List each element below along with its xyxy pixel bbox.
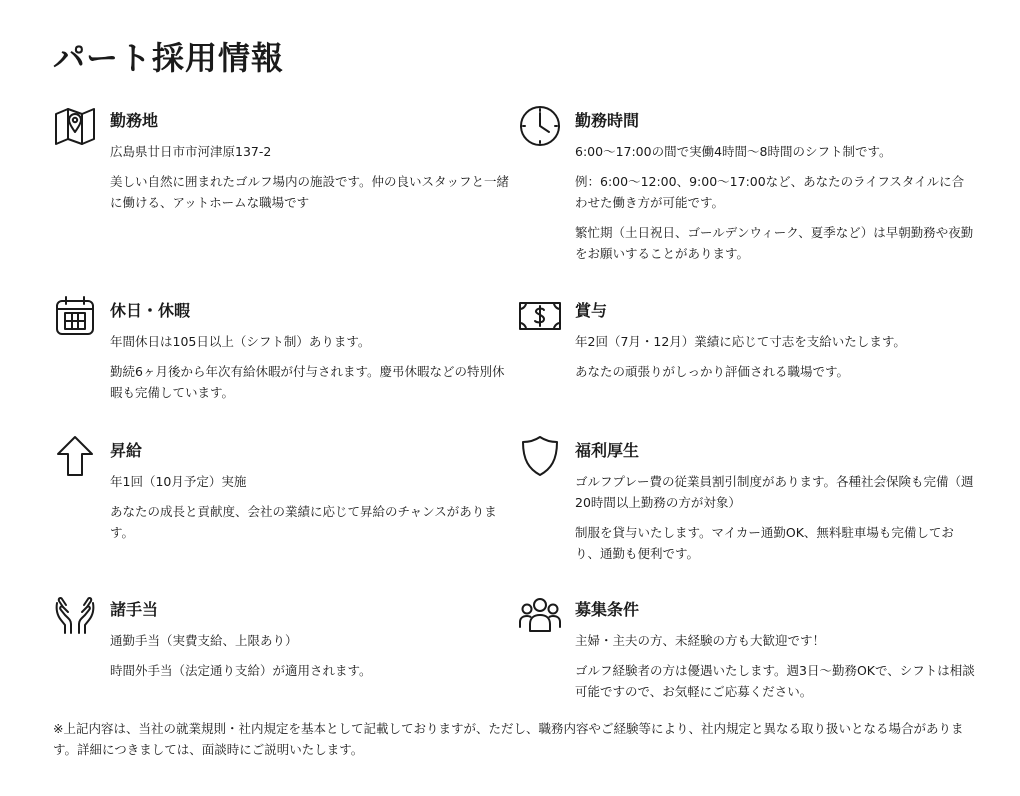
- map-pin-icon: [53, 104, 97, 148]
- money-icon: [518, 294, 562, 338]
- section-workplace: [110, 110, 510, 222]
- section-text: あなたの成長と貢献度、会社の業績に応じて昇給のチャンスがあります。: [110, 504, 497, 540]
- section-benefits: [575, 440, 975, 573]
- calendar-icon: [53, 294, 97, 338]
- hands-icon: [53, 593, 97, 637]
- section-text: 勤続6ヶ月後から年次有給休暇が付与されます。慶弔休暇などの特別休暇も完備しています。: [110, 364, 505, 400]
- section-text: ゴルフプレー費の従業員割引制度があります。各種社会保険も完備（週20時間以上勤務の方が対象）: [575, 474, 974, 510]
- section-text: 例：6:00〜12:00、9:00〜17:00など、あなたのライフスタイルに合わせた働き方が可能です。: [575, 174, 965, 210]
- section-text: 年2回（7月・12月）業績に応じて寸志を支給いたします。: [575, 334, 906, 349]
- section-text: 主婦・主夫の方、未経験の方も大歓迎です！: [575, 633, 826, 648]
- section-text: 美しい自然に囲まれたゴルフ場内の施設です。仲の良いスタッフと一緒に働ける、アットホームな職場です: [110, 174, 510, 210]
- section-title: 募集条件: [575, 600, 640, 619]
- section-raise: [110, 440, 510, 552]
- section-text: 6:00〜17:00の間で実働4時間〜8時間のシフト制です。: [575, 144, 892, 159]
- clock-icon: [518, 104, 562, 148]
- section-text: 広島県廿日市市河津原137-2: [110, 144, 272, 159]
- section-text: 時間外手当（法定通り支給）が適用されます。: [110, 663, 372, 678]
- section-holidays: [110, 300, 510, 412]
- section-text: 繁忙期（土日祝日、ゴールデンウィーク、夏季など）は早朝勤務や夜勤をお願いすることがあります。: [575, 225, 974, 261]
- section-title: 福利厚生: [575, 441, 640, 460]
- footnote: ※上記内容は、当社の就業規則・社内規定を基本として記載しておりますが、ただし、職務内容やご経験等により、社内規定と異なる取り扱いとなる場合があります。詳細につきましては、面談時にご説明いたします。: [53, 721, 964, 757]
- section-title: 賞与: [575, 301, 608, 320]
- section-title: 諸手当: [110, 600, 159, 619]
- section-work-hours: [575, 110, 975, 273]
- section-requirements: [575, 599, 975, 711]
- section-text: あなたの頑張りがしっかり評価される職場です。: [575, 364, 850, 379]
- section-text: 制服を貸与いたします。マイカー通勤OK、無料駐車場も完備しており、通勤も便利です。: [575, 525, 954, 561]
- shield-icon: [518, 434, 562, 478]
- section-bonus: [575, 300, 975, 391]
- section-title: 勤務地: [110, 111, 159, 130]
- people-icon: [518, 593, 562, 637]
- arrow-up-icon: [53, 434, 97, 478]
- section-title: 昇給: [110, 441, 143, 460]
- section-title: 勤務時間: [575, 111, 640, 130]
- section-text: 年1回（10月予定）実施: [110, 474, 247, 489]
- section-text: 通勤手当（実費支給、上限あり）: [110, 633, 298, 648]
- section-text: ゴルフ経験者の方は優遇いたします。週3日〜勤務OKで、シフトは相談可能ですので、お気軽にご応募ください。: [575, 663, 975, 699]
- page-title: パート採用情報: [53, 39, 285, 77]
- section-text: 年間休日は105日以上（シフト制）あります。: [110, 334, 371, 349]
- section-allowances: [110, 599, 510, 690]
- section-title: 休日・休暇: [110, 301, 191, 320]
